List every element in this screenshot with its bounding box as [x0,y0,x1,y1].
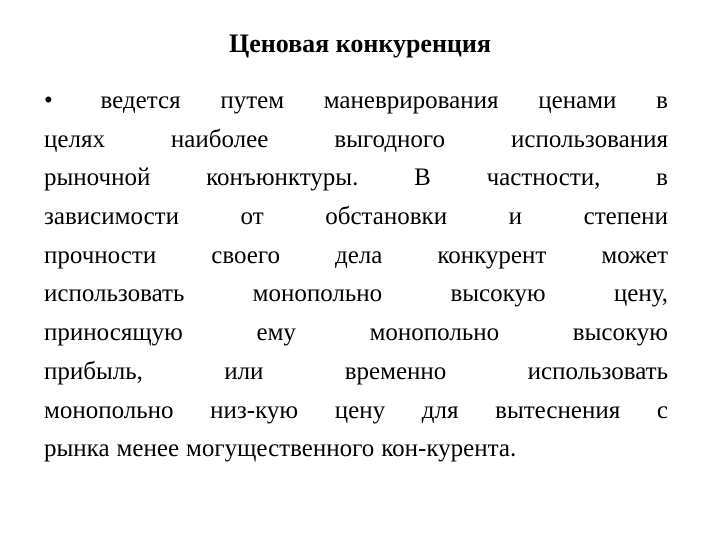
word: в [656,87,668,114]
word: ведется [100,87,181,114]
word: от [240,203,264,231]
word: временно [344,357,447,385]
word: использовать [44,280,185,308]
word: ему [256,319,296,347]
text-line-10 [44,430,668,469]
word: рыночной [44,164,151,192]
bullet-paragraph [44,82,668,469]
word: менее [116,435,180,463]
word: путем [220,87,285,114]
word: с [656,396,668,424]
bullet-marker: • [44,87,53,114]
word: низ-кую [210,396,299,424]
word: может [601,241,668,269]
word: конкурент [437,241,547,269]
text-line-8 [44,353,668,392]
word: В [414,164,431,192]
word: конъюнктуры. [206,164,359,192]
word: и [508,203,523,231]
word: могущественного [186,435,375,463]
text-line-9 [44,392,668,431]
word: рынка [44,435,110,463]
text-line-5 [44,237,668,276]
word: целях [44,125,105,153]
word: ценами [538,87,617,114]
word: монопольно [252,280,383,308]
word: или [224,357,264,385]
slide-title: Ценовая конкуренция [229,29,491,58]
word: использования [511,125,668,153]
word: зависимости [44,203,179,231]
text-line-7 [44,314,668,353]
word: монопольно [44,396,174,424]
word: высокую [450,280,546,308]
text-line-1 [44,82,668,121]
word: использовать [527,357,668,385]
word: приносящую [44,319,183,347]
word: частности, [486,164,601,192]
text-line-2 [44,121,668,160]
word: кон-курента. [381,435,517,463]
word: в [656,164,668,192]
word: наиболее [170,125,269,153]
word: высокую [572,319,668,347]
word: монопольно [369,319,500,347]
word: степени [583,203,668,231]
word: вытеснения [495,396,621,424]
word: для [421,396,459,424]
word: дела [334,241,383,269]
text-line-3 [44,159,668,198]
word: прибыль, [44,357,143,385]
word: выгодного [334,125,446,153]
word: маневрирования [323,87,499,114]
word: прочности [44,241,157,269]
word: цену, [613,280,668,308]
word: цену [334,396,386,424]
text-line-4 [44,198,668,237]
word: своего [211,241,280,269]
word: обстановки [325,203,448,231]
text-line-6 [44,275,668,314]
